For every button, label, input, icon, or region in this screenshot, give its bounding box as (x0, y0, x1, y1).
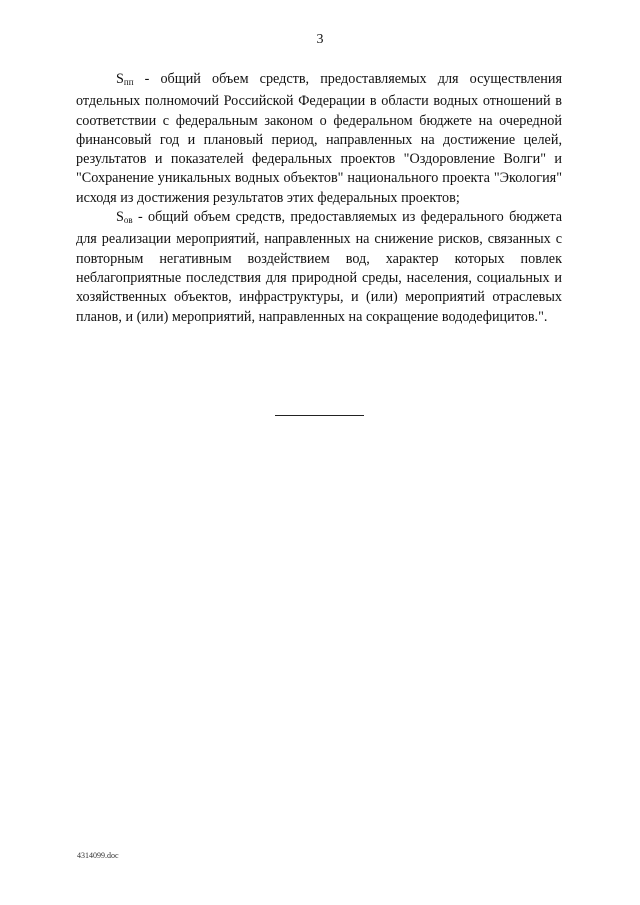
symbol-letter: S (116, 209, 124, 226)
symbol-s-pp (116, 71, 134, 87)
symbol-s-ov (116, 209, 133, 225)
end-divider-line (275, 415, 364, 416)
paragraph-text: - общий объем средств, предоставляемых из федерального бюджета для реализации мероприятий, направленных на снижение рисков, связанных с повторным негативным воздействием вод, характер которых повлек неблагоприятные последствия для природной среды, населения, социальных и хозяйственных объектов, инфраструктуры, и (или) мероприятий отраслевых планов, и (или) мероприятий, направленных на сокращение вододефицитов.". (76, 209, 562, 325)
symbol-letter: S (116, 71, 124, 87)
paragraph-text: - общий объем средств, предоставляемых для осуществления отдельных полномочий Российской Федерации в области водных отношений в соответствии с федеральным законом о федеральном бюджете на очередной финансовый год и плановый период, направленных на достижение целей, результатов и показателей федеральных проектов "Оздоровление Волги" и "Сохранение уникальных водных объектов" национального проекта "Экология" исходя из достижения результатов этих федеральных проектов; (76, 71, 562, 206)
page-number: 3 (316, 32, 324, 47)
symbol-subscript: ов (123, 215, 133, 226)
symbol-subscript: пп (123, 77, 134, 87)
footer-file-name: 4314099.doc (77, 851, 119, 860)
document-body (76, 70, 562, 327)
paragraph-s-pp (76, 70, 562, 208)
paragraph-s-ov (76, 208, 562, 327)
